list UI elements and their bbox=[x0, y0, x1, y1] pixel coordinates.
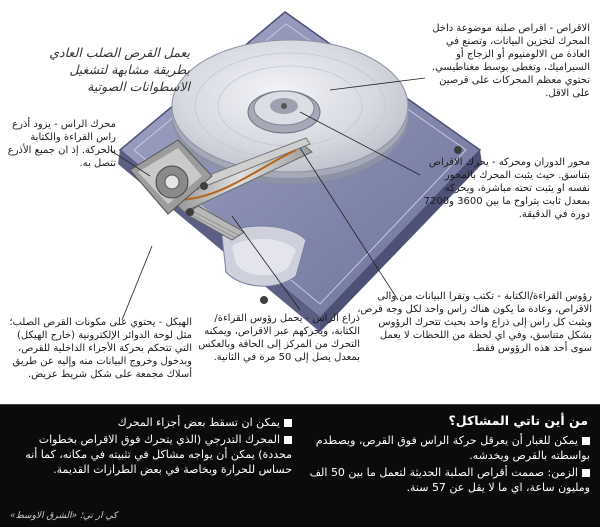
bullet-icon bbox=[284, 419, 292, 427]
spindle-hub bbox=[248, 91, 320, 133]
intro-caption: يعمل القرص الصلب العادي بطريقة مشابهة لتشغيل الاسطوانات الصوتية bbox=[49, 45, 190, 94]
source-credit: كي ار تي؛ «الشرق الاوسط» bbox=[10, 511, 118, 521]
label-chassis: الهيكل - يحتوي على مكونات القرص الصلب؛ مثل لوحة الدوائر الإلكترونية (خارج الهيكل) التي تتحكم بحركة الأجزاء الداخلية للقرص، وبدخول وخروج البيانات منه وإليه عن طريق أسلاك مجمعة على شكل شريط عريض. bbox=[9, 317, 192, 380]
list-item: يمكن ان تسقط بعض أجزاء المحرك bbox=[12, 415, 292, 430]
label-arm: ذراع الراس - يحمل رؤوس القراءة/الكتابة، ويحركهم عبر الاقراص، ويمكنه التحرك من المركز إلى الحافة وبالعكس بمعدل يصل إلى 50 مرة في الثانية. bbox=[198, 313, 360, 363]
problems-panel bbox=[0, 404, 600, 527]
bullet-icon bbox=[582, 437, 590, 445]
list-item: الزمن: صممت أقراص الصلبة الحديثة لتعمل ما بين 50 الف ومليون ساعة، اي ما لا يقل عن 57 سنة. bbox=[309, 466, 590, 494]
bullet-icon bbox=[582, 469, 590, 477]
label-heads: رؤوس القراءة/الكتابة - تكتب وتقرا البيانات من والى الاقراص، وعادة ما يكون هناك راس واحد لكل وجه قرص، ويثبت كل راس إلى ذراع واحد بحيث تتحرك الرؤوس بشكل متناسق، وفي اي لحظة من اللحظات لا يعمل سوى أحد هذه الرؤوس فقط. bbox=[357, 291, 592, 354]
problems-left-column bbox=[12, 415, 292, 479]
problems-right-column bbox=[302, 433, 590, 497]
label-platters: الاقراص - اقراص صلبة موضوعة داخل المحرك لتخزين البيانات، وتصنع في العادة من الالومنيوم أو الزجاج أو السيراميك، وتغطى بوسط مغناطيسي. تحتوي معظم المحركات على قرصين على الاقل. bbox=[431, 23, 590, 99]
list-item: المحرك التدرجي (الذي يتحرك فوق الاقراص بخطوات محددة) يمكن أن يواجه مشاكل في تثبيته في مكانه، كما أنه حساس للحرارة وبخاصة في بعض الطرازات القديمة. bbox=[25, 433, 292, 476]
bullet-icon bbox=[284, 436, 292, 444]
list-item: يمكن للغبار أن يعرقل حركة الراس فوق القرص، ويصطدم بواسطته بالقرص ويخدشه. bbox=[315, 434, 590, 462]
panel-title: من أين تاتي المشاكل؟ bbox=[448, 413, 588, 428]
label-spindle: محور الدوران ومحركه - يحرك الاقراص بتناسق. حيث يثبت المحرك بالمحور نفسه او يثبت تحته مباشرة، ويحركه بمعدل ثابت يتراوح ما بين 3600 و7200 دورة في الدقيقة. bbox=[423, 157, 590, 220]
label-head-motor: محرك الراس - يزود أذرع راس القراءة والكتابة بالحركة. إذ ان جميع الأذرع تتصل به. bbox=[7, 119, 116, 169]
